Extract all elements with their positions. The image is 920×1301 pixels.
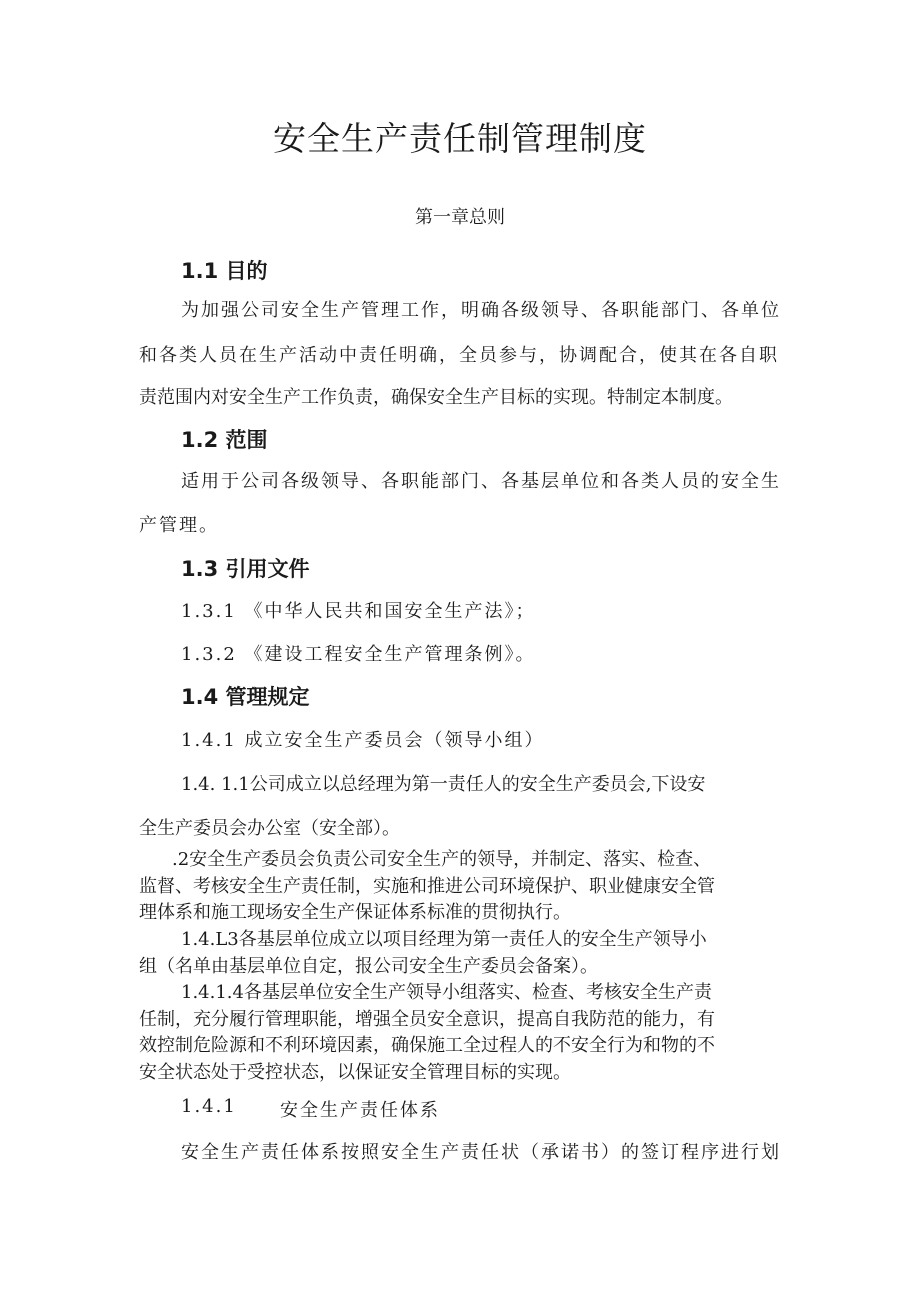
section-heading-1-3: 1.3 引用文件 (181, 557, 310, 581)
subsection-number: 1.4.1 (181, 1096, 237, 1117)
paragraph-line: 1.4.1.4各基层单位安全生产领导小组落实、检查、考核安全生产责 (181, 982, 712, 1003)
paragraph-line: 效控制危险源和不利环境因素，确保施工全过程人的不安全行为和物的不 (139, 1035, 715, 1056)
paragraph-line: 1.4. 1.1公司成立以总经理为第一责任人的安全生产委员会,下设安 (181, 774, 706, 795)
section-heading-1-1: 1.1 目的 (181, 259, 268, 283)
chapter-heading: 第一章总则 (415, 207, 505, 228)
paragraph-line: 责范围内对安全生产工作负责，确保安全生产目标的实现。特制定本制度。 (139, 387, 733, 408)
paragraph-line: 和各类人员在生产活动中责任明确，全员参与，协调配合，使其在各自职 (139, 345, 779, 366)
subsection-title: 1.4.1 成立安全生产委员会（领导小组） (181, 730, 545, 751)
section-heading-1-2: 1.2 范围 (181, 428, 268, 452)
subsection-title: 安全生产责任体系 (280, 1100, 440, 1121)
reference-item: 1.3.2 《建设工程安全生产管理条例》。 (181, 644, 536, 665)
paragraph-line: 理体系和施工现场安全生产保证体系标准的贯彻执行。 (139, 902, 571, 923)
paragraph-line: 为加强公司安全生产管理工作，明确各级领导、各职能部门、各单位 (181, 300, 781, 321)
paragraph-line: 组（名单由基层单位自定，报公司安全生产委员会备案）。 (139, 956, 598, 977)
document-title: 安全生产责任制管理制度 (273, 119, 647, 158)
paragraph-line: 全生产委员会办公室（安全部）。 (139, 818, 400, 839)
paragraph-line: 安全状态处于受控状态，以保证安全管理目标的实现。 (139, 1062, 571, 1083)
paragraph-line: 1.4.L3各基层单位成立以项目经理为第一责任人的安全生产领导小 (181, 929, 707, 950)
paragraph-line: 适用于公司各级领导、各职能部门、各基层单位和各类人员的安全生 (181, 471, 781, 492)
paragraph-line: 安全生产责任体系按照安全生产责任状（承诺书）的签订程序进行划 (181, 1142, 781, 1163)
section-heading-1-4: 1.4 管理规定 (181, 685, 310, 709)
paragraph-line: 产管理。 (139, 515, 219, 536)
paragraph-line: 任制，充分履行管理职能，增强全员安全意识，提高自我防范的能力，有 (139, 1009, 715, 1030)
paragraph-line: .2安全生产委员会负责公司安全生产的领导，并制定、落实、检查、 (172, 849, 712, 870)
paragraph-line: 监督、考核安全生产责任制，实施和推进公司环境保护、职业健康安全管 (139, 876, 715, 897)
reference-item: 1.3.1 《中华人民共和国安全生产法》； (181, 601, 536, 622)
